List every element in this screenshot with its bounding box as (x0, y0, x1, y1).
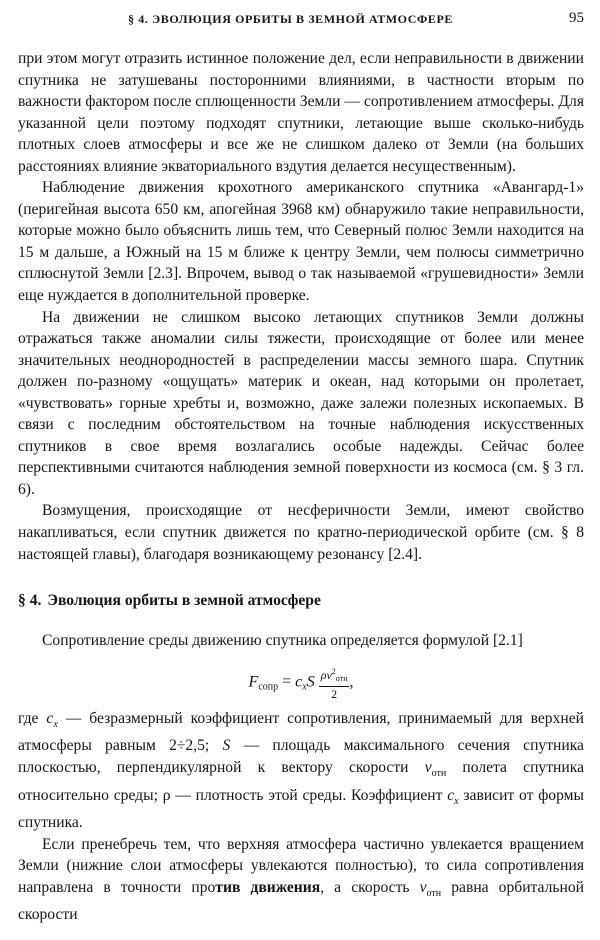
formula-explanation-run: — площадь максимального сечения спутника плоскостью, перпендикулярной к вектору скорости (18, 737, 584, 776)
formula-explanation-run: отн (431, 767, 447, 779)
paragraph-last-run: равна орбитальной скорости (18, 878, 584, 924)
formula-explanation-run: зависит от формы спутника. (18, 786, 584, 832)
formula-explanation-run: v (424, 758, 432, 776)
paragraph-last-run: отн (426, 887, 442, 899)
running-head (18, 12, 584, 32)
formula-fraction (319, 666, 350, 700)
formula-explanation-run: — безразмерный коэффициент сопротивления, принимаемый для верхней атмосферы равным 2÷2,5; (18, 709, 584, 755)
formula-explanation-run: c (46, 709, 54, 727)
formula-explanation-run: S (222, 737, 231, 755)
body-text (18, 48, 584, 926)
formula-explanation (18, 708, 584, 834)
section-number: § 4. (18, 592, 42, 610)
paragraph-last-run: v (419, 878, 427, 896)
formula-explanation-run: полета спутника относительно среды; ρ — плотность этой среды. Коэффициент (18, 758, 584, 804)
formula-equals: = (282, 673, 292, 691)
section-title: Эволюция орбиты в земной атмосфере (47, 592, 321, 610)
running-head-title: § 4. ЭВОЛЮЦИЯ ОРБИТЫ В ЗЕМНОЙ АТМОСФЕРЕ (128, 12, 454, 26)
section-intro: Сопротивление среды движению спутника определяется формулой [2.1] (42, 632, 523, 650)
paragraph-last (18, 834, 584, 926)
formula-area: S (306, 673, 315, 691)
paragraph-last-run: тив движения (215, 878, 321, 896)
paragraph-4: Возмущения, происходящие от несферичности Земли, имеют свойство накапливаться, если спутник движется по кратно-периодической орбите (см. § 8 настоящей главы), благодаря возникающему резонансу [2.4]. (18, 502, 584, 563)
paragraph-3: На движении не слишком высоко летающих спутников Земли должны отражаться также аномалии силы тяжести, происходящие от более или менее значительных неоднородностей в распределении массы земного шара. Спутник должен по-разному «ощущать» материк и океан, над которыми он пролетает, «чувствовать» горные хребты и, возможно, даже залежи полезных ископаемых. В связи с последним обстоятельством на точные наблюдения искусственных спутников в свое время возлагались особые надежды. Сейчас более перспективными считаются наблюдения земной поверхности из космоса (см. § 3 гл. 6). (18, 308, 584, 498)
formula-force-symbol: F (248, 673, 259, 691)
formula-explanation-run: x (53, 718, 58, 730)
drag-force-formula (18, 666, 584, 701)
paragraph-1: при этом могут отразить истинное положение дел, если неправильности в движении спутника не затушеваны посторонними влияниями, в частности вторым по важности фактором после сплющенности Земли — сопротивлением атмосферы. Для указанной цели поэтому подходят спутники, летающие выше сколько-нибудь плотных слоев атмосферы и все же не слишком далеко от Земли (на больших расстояниях влияние экваториального вздутия делается несущественным). (18, 50, 584, 175)
formula-rel-subscript: отн (335, 673, 348, 683)
page-number: 95 (569, 10, 584, 26)
paragraph-last-run: , а скорость (320, 878, 420, 896)
formula-denominator: 2 (331, 686, 338, 701)
book-page (18, 0, 584, 940)
formula-square: 2 (331, 666, 336, 676)
formula-numerator (319, 666, 350, 687)
formula-explanation-run: c (447, 786, 455, 804)
paragraph-last-run: Если пренебречь тем, что верхняя атмосфера частично увлекается вращением Земли (нижние слои атмосферы увлекаются полностью), то сила сопротивления направлена в точности про (18, 835, 584, 896)
section-heading (18, 590, 584, 611)
formula-coefficient-subscript: x (302, 681, 307, 693)
formula-coefficient: c (295, 673, 303, 691)
formula-force-subscript: сопр (258, 681, 279, 693)
formula-comma: , (349, 673, 354, 691)
paragraph-2: Наблюдение движения крохотного американского спутника «Авангард-1» (перигейная высота 650 км, апогейная 3968 км) обнаружило такие неправильности, которые можно было объяснить лишь тем, что Северный полюс Земли находится на 15 м дальше, а Южный на 15 м ближе к центру Земли, чем полюсы симметрично сплюснутой Земли [2.3]. Впрочем, вывод о так называемой «грушевидности» Земли еще нуждается в дополнительной проверке. (18, 179, 584, 305)
formula-rho-v: ρv (320, 667, 332, 682)
formula-explanation-run: где (18, 709, 47, 727)
formula-explanation-run: x (454, 795, 459, 807)
